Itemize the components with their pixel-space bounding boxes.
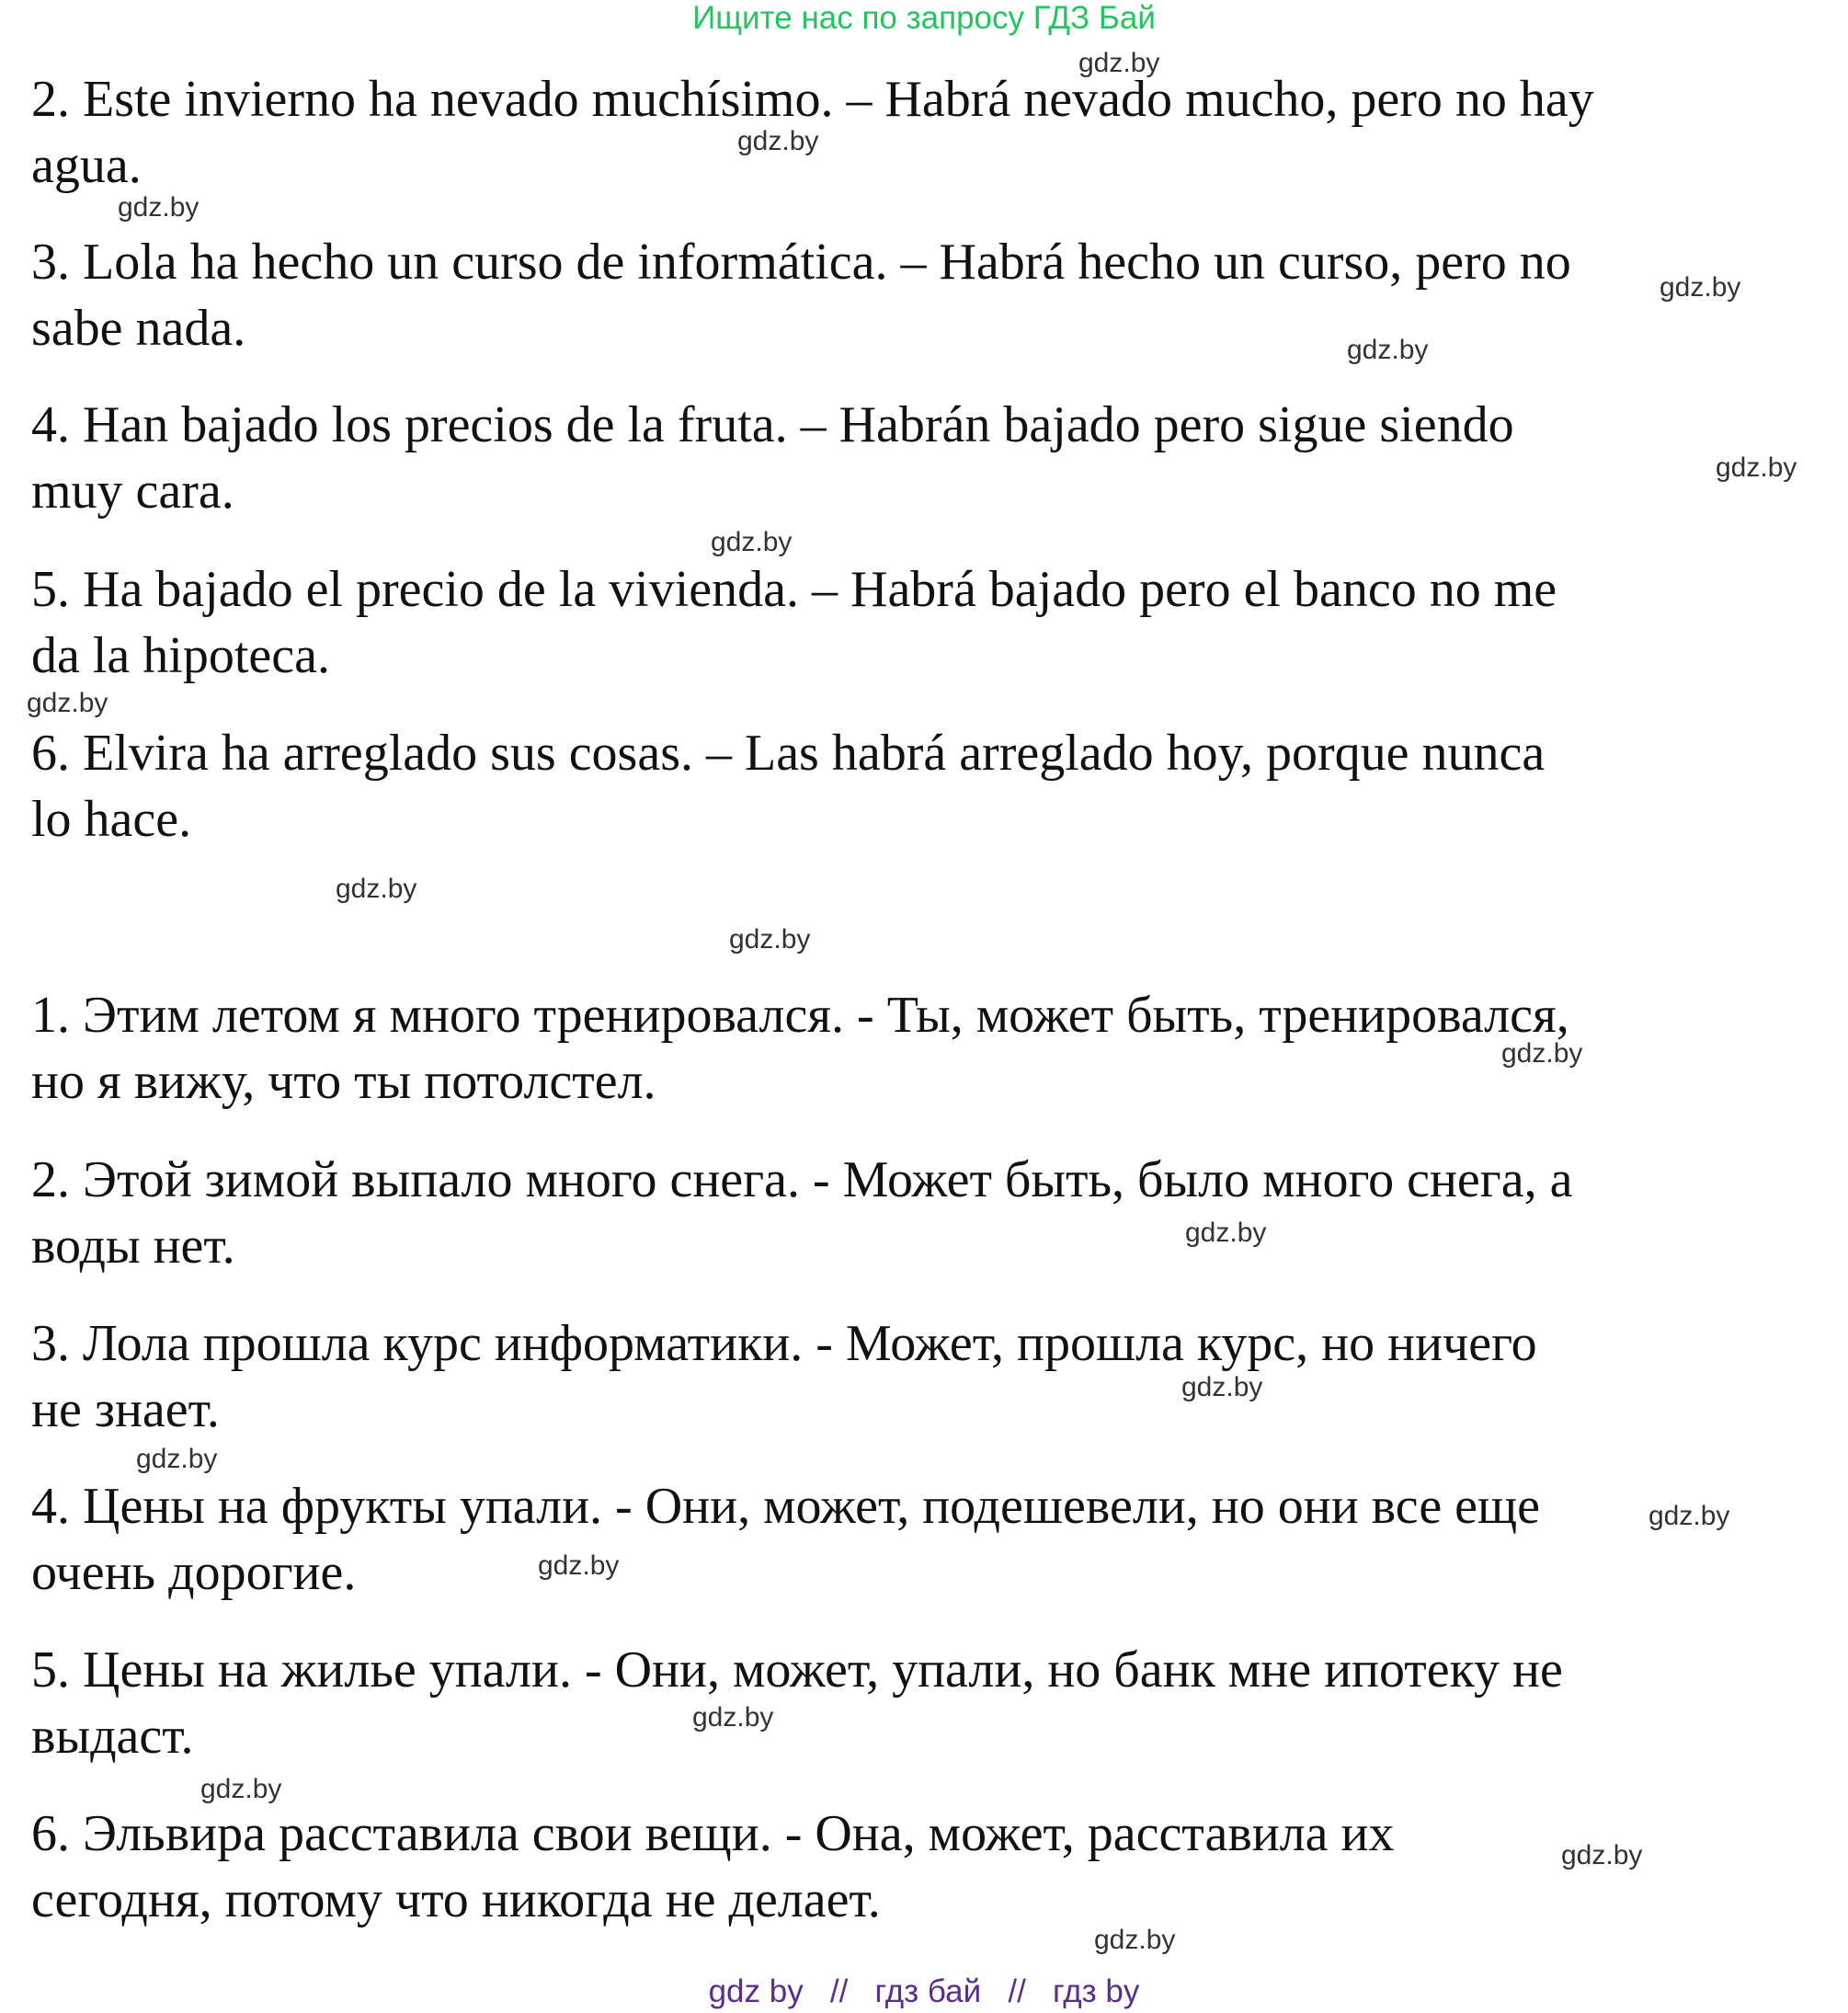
- sentence-line: 5. Ha bajado el precio de la vivienda. – Habrá bajado pero el banco no me: [31, 561, 1557, 618]
- spanish-sentence-2: [31, 66, 1686, 199]
- sentence-line: 3. Lola ha hecho un curso de informática. – Habrá hecho un curso, pero no: [31, 234, 1571, 291]
- watermark: gdz.by: [711, 527, 793, 557]
- footer-separator: //: [829, 1973, 849, 2009]
- footer-links: [0, 1973, 1848, 2010]
- sentence-line: 4. Цены на фрукты упали. - Они, может, подешевели, но они все еще: [31, 1478, 1541, 1535]
- sentence-line: sabe nada.: [31, 300, 246, 357]
- footer-part: гдз by: [1053, 1973, 1140, 2009]
- footer-part: гдз бай: [874, 1973, 982, 2009]
- sentence-line: 5. Цены на жилье упали. - Они, может, упали, но банк мне ипотеку не: [31, 1641, 1563, 1698]
- sentence-line: 6. Elvira ha arreglado sus cosas. – Las habrá arreglado hoy, porque nunca: [31, 725, 1546, 782]
- watermark: gdz.by: [692, 1702, 774, 1733]
- russian-sentence-3: [31, 1310, 1686, 1443]
- sentence-line: lo hace.: [31, 791, 192, 848]
- sentence-line: 1. Этим летом я много тренировался. - Ты, может быть, тренировался,: [31, 987, 1569, 1044]
- watermark: gdz.by: [1094, 1925, 1176, 1955]
- russian-sentence-1: [31, 982, 1686, 1115]
- watermark: gdz.by: [1561, 1840, 1643, 1870]
- sentence-line: очень дорогие.: [31, 1544, 357, 1601]
- sentence-line: 2. Этой зимой выпало много снега. - Может быть, было много снега, а: [31, 1151, 1573, 1208]
- sentence-line: воды нет.: [31, 1218, 235, 1275]
- top-banner: Ищите нас по запросу ГДЗ Бай: [692, 0, 1156, 36]
- sentence-line: 4. Han bajado los precios de la fruta. – Habrán bajado pero sigue siendo: [31, 396, 1514, 453]
- watermark: gdz.by: [737, 126, 819, 156]
- watermark: gdz.by: [136, 1444, 218, 1474]
- watermark: gdz.by: [729, 924, 811, 955]
- watermark: gdz.by: [1660, 272, 1741, 303]
- watermark: gdz.by: [1648, 1501, 1730, 1531]
- watermark: gdz.by: [1716, 452, 1797, 483]
- watermark: gdz.by: [27, 688, 108, 718]
- watermark: gdz.by: [200, 1774, 282, 1804]
- sentence-line: 6. Эльвира расставила свои вещи. - Она, может, расставила их: [31, 1805, 1395, 1862]
- sentence-line: da la hipoteca.: [31, 627, 330, 684]
- sentence-line: не знает.: [31, 1381, 220, 1438]
- russian-sentence-4: [31, 1473, 1686, 1606]
- spanish-sentence-3: [31, 229, 1686, 361]
- watermark: gdz.by: [1078, 48, 1160, 78]
- watermark: gdz.by: [1181, 1372, 1263, 1402]
- watermark: gdz.by: [118, 192, 200, 223]
- spanish-sentence-4: [31, 392, 1686, 524]
- russian-sentence-5: [31, 1637, 1686, 1769]
- watermark: gdz.by: [538, 1550, 620, 1581]
- watermark: gdz.by: [336, 874, 417, 904]
- russian-sentence-2: [31, 1147, 1686, 1279]
- watermark: gdz.by: [1347, 335, 1429, 365]
- watermark: gdz.by: [1501, 1038, 1583, 1069]
- sentence-line: 3. Лола прошла курс информатики. - Может, прошла курс, но ничего: [31, 1315, 1537, 1372]
- sentence-line: muy cara.: [31, 463, 234, 520]
- russian-sentence-6: [31, 1801, 1686, 1933]
- sentence-line: но я вижу, что ты потолстел.: [31, 1053, 656, 1110]
- watermark: gdz.by: [1185, 1218, 1267, 1248]
- sentence-line: выдаст.: [31, 1708, 194, 1765]
- footer-separator: //: [1008, 1973, 1026, 2009]
- spanish-sentence-6: [31, 720, 1686, 852]
- footer-part: gdz by: [708, 1973, 804, 2009]
- sentence-line: agua.: [31, 137, 142, 194]
- sentence-line: сегодня, потому что никогда не делает.: [31, 1871, 881, 1928]
- spanish-sentence-5: [31, 556, 1686, 689]
- sentence-line: 2. Este invierno ha nevado muchísimo. – Habrá nevado mucho, pero no hay: [31, 71, 1594, 128]
